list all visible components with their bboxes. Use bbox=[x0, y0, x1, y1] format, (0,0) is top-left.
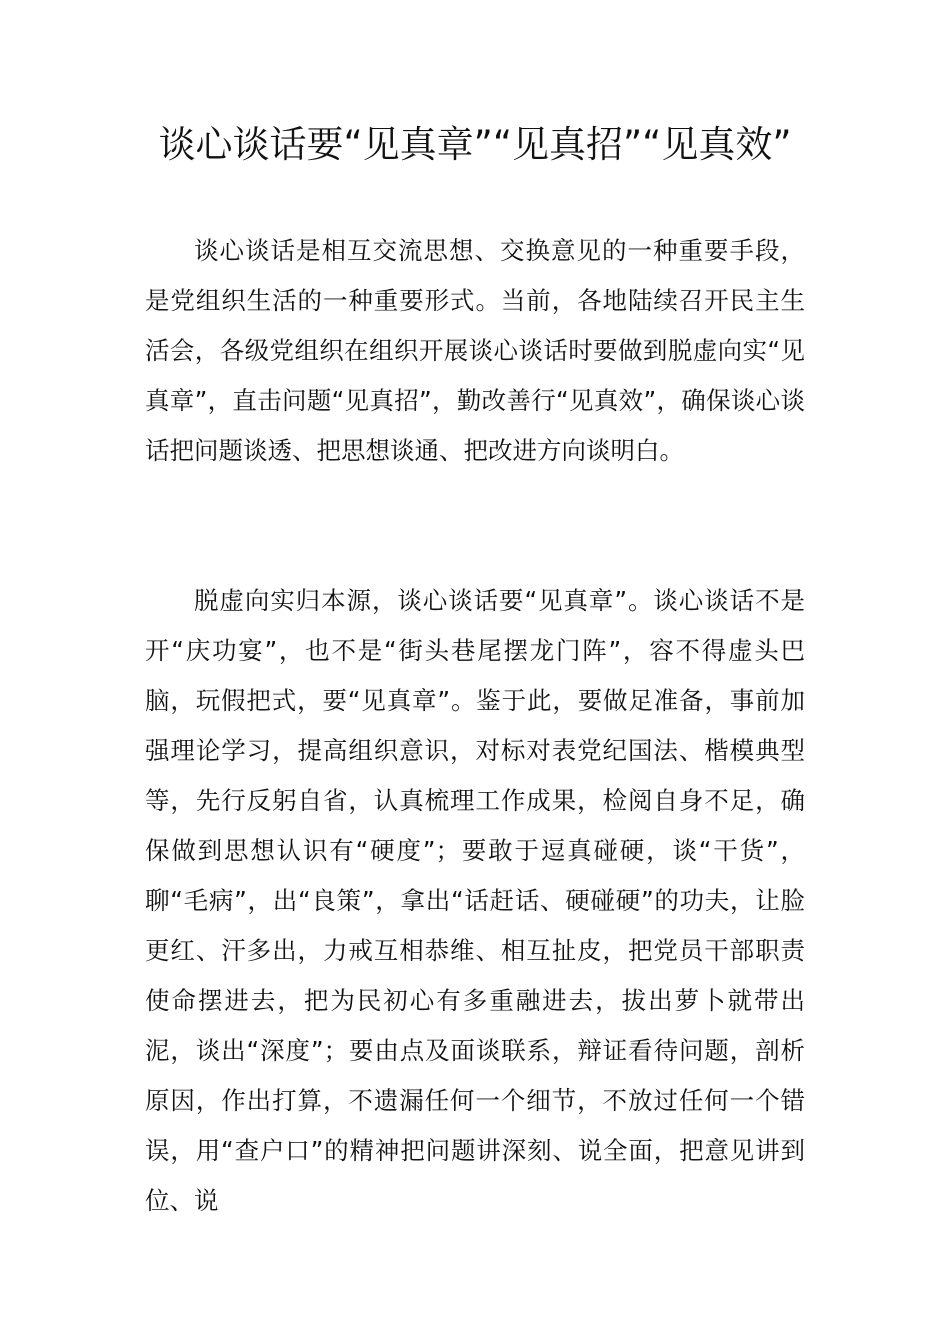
paragraph-section-1: 脱虚向实归本源，谈心谈话要“见真章”。谈心谈话不是开“庆功宴”，也不是“街头巷尾摆龙门阵”，容不得虚头巴脑，玩假把式，要“见真章”。鉴于此，要做足准备，事前加强理论学习，提高组织意识，对标对表党纪国法、楷模典型等，先行反躬自省，认真梳理工作成果，检阅自身不足，确保做到思想认识有“硬度”；要敢于逗真碰硬，谈“干货”，聊“毛病”，出“良策”，拿出“话赶话、硬碰硬”的功夫，让脸更红、汗多出，力戒互相恭维、相互扯皮，把党员干部职责使命摆进去，把为民初心有多重融进去，拔出萝卜就带出泥，谈出“深度”；要由点及面谈联系，辩证看待问题，剖析原因，作出打算，不遗漏任何一个细节，不放过任何一个错误，用“查户口”的精神把问题讲深刻、说全面，把意见讲到位、说 bbox=[145, 586, 805, 1215]
document-title: 谈心谈话要“见真章”“见真招”“见真效” bbox=[158, 123, 792, 166]
paragraph-intro: 谈心谈话是相互交流思想、交换意见的一种重要手段，是党组织生活的一种重要形式。当前，各地陆续召开民主生活会，各级党组织在组织开展谈心谈话时要做到脱虚向实“见真章”，直击问题“见真招”，勤改善行“见真效”，确保谈心谈话把问题谈透、把思想谈通、把改进方向谈明白。 bbox=[145, 236, 805, 465]
